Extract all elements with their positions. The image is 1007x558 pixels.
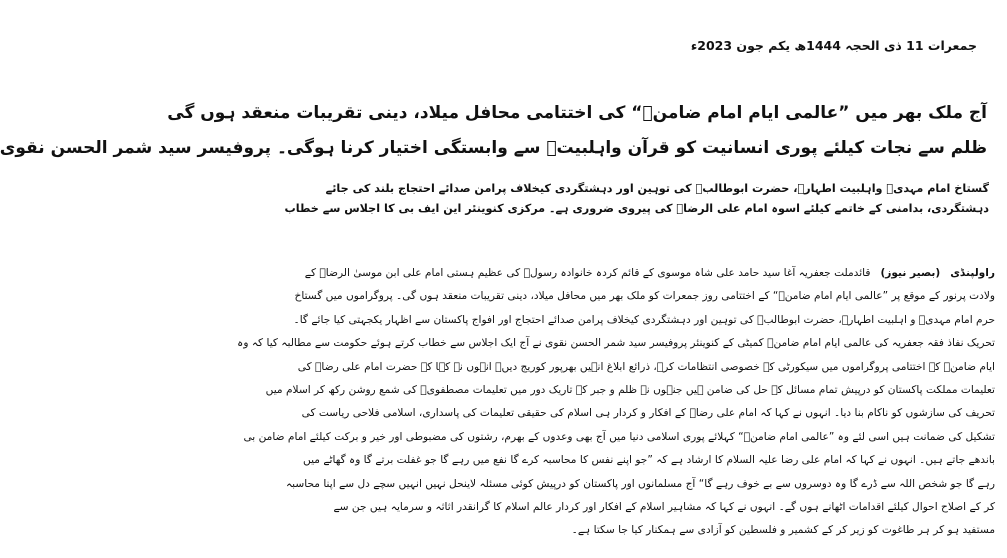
article-line-12: مستفید ہو کر ہر طاغوت کو زیر کر کے کشمیر و فلسطین کو آزادی سے ہمکنار کیا جا سکتا ہے۔ bbox=[571, 524, 995, 537]
subheadline-line-2: دہشتگردی، بدامنی کے خاتمے کیلئے اسوہ امام علی الرضاؑ کی پیروی ضروری ہے۔ مرکزی کنوینئر این ایف بی کا اجلاس سے خطاب bbox=[284, 201, 989, 215]
headline-line-2: ظلم سے نجات کیلئے پوری انسانیت کو قرآن واہلبیتؑ سے وابستگی اختیار کرنا ہوگی۔ پروفیسر سید شمر الحسن نقوی bbox=[0, 138, 987, 158]
article-line-10: رہے گا جو شخص اللہ سے ڈرے گا وہ دوسروں سے بے خوف رہے گا“ آج مسلمانوں اور پاکستان کو درپیش کوئی مسئلہ لاینحل نہیں انہیں سچے دل سے اپنا محاسبہ bbox=[285, 477, 995, 490]
dateline-place: راولپنڈی bbox=[950, 267, 995, 279]
article-line-5: ایام ضامنؑ کے اختتامی پروگراموں میں سیکورٹی کے خصوصی انتظامات کرے، ذرائع ابلاغ انہیں بھرپور کوریج دیں۔ انہوں نے کہا کہ حضرت امام علی رضاؑ کی bbox=[297, 360, 995, 373]
article-line-6: تعلیمات مملکت پاکستان کو درپیش تمام مسائل کے حل کی ضامن ہیں جنہوں نے ظلم و جبر کے تاریک دور میں تعلیمات مصطفویؐ کی شمع روشن رکھ کر اسلام میں bbox=[265, 384, 995, 397]
headline bbox=[0, 96, 987, 166]
article-line-3: حرم امام مہدیؑ و اہلبیت اطہارؑ، حضرت ابوطالبؑ کی توہین اور دہشتگردی کیخلاف پرامن صدائے احتجاج اور افواج پاکستان سے اظہار یکجہتی کیا جائے گا۔ bbox=[293, 313, 995, 326]
article-line-8: تشکیل کی ضمانت ہیں اسی لئے وہ ”عالمی امام ضامنؑ“ کہلائے پوری اسلامی دنیا میں آج بھی وعدوں کے بھرم، رشتوں کی مضبوطی اور خیر و برکت کیلئے امام ضامن بی bbox=[243, 430, 995, 443]
article-line-9: باندھے جاتے ہیں۔ انہوں نے کہا کہ امام علی رضا علیہ السلام کا ارشاد ہے کہ ”جو اپنے نفس کا محاسبہ کرے گا نفع میں رہے گا جو غفلت برتے گا وہ گھاٹے میں bbox=[303, 454, 995, 467]
article-line-7: تحریف کی سازشوں کو ناکام بنا دیا۔ انہوں نے کہا کہ امام علی رضاؑ کے افکار و کردار ہی اسلام کی حقیقی تعلیمات کی پاسداری، اسلامی فلاحی ریاست کی bbox=[301, 407, 995, 420]
dateline: جمعرات 11 ذی الحجہ 1444ھ یکم جون 2023ء bbox=[690, 38, 977, 53]
article-body bbox=[237, 262, 995, 543]
article-line-11: کر کے اصلاح احوال کیلئے اقدامات اٹھانے ہوں گے۔ انہوں نے کہا کہ مشاہیر اسلام کے افکار اور کردار عالم اسلام کا گرانقدر اثاثہ و سرمایہ ہیں جن سے bbox=[333, 501, 995, 514]
headline-line-1: آج ملک بھر میں ”عالمی ایام امام ضامنؑ“ کی اختتامی محافل میلاد، دینی تقریبات منعقد ہوں گی bbox=[167, 103, 987, 123]
article-line-1 bbox=[304, 262, 995, 285]
article-text: قائدملت جعفریہ آغا سید حامد علی شاہ موسوی کے قائم کردہ خانوادہ رسولؐ کی عظیم ہستی امام علی ابن موسیٰ الرضاؑ کے bbox=[304, 267, 871, 279]
article-line-2: ولادت پرنور کے موقع پر ”عالمی ایام امام ضامنؑ“ کے اختتامی روز جمعرات کو ملک بھر میں محافل میلاد، دینی تقریبات منعقد ہوں گی۔ پروگراموں میں گستاخ bbox=[294, 290, 995, 303]
subheadline-line-1: گستاخ امام مہدیؑ واہلبیت اطہارؑ، حضرت ابوطالبؑ کی توہین اور دہشتگردی کیخلاف پرامن صدائے احتجاج بلند کی جائے bbox=[325, 182, 989, 195]
subheadline bbox=[284, 179, 989, 218]
article-line-4: تحریک نفاذ فقہ جعفریہ کی عالمی ایام امام ضامنؑ کمیٹی کے کنوینئر پروفیسر سید شمر الحسن نقوی نے آج ایک اجلاس سے خطاب کرتے ہوئے حکومت سے مطالبہ کیا کہ وہ bbox=[237, 337, 995, 350]
news-agency: (بصیر نیوز) bbox=[880, 267, 941, 279]
